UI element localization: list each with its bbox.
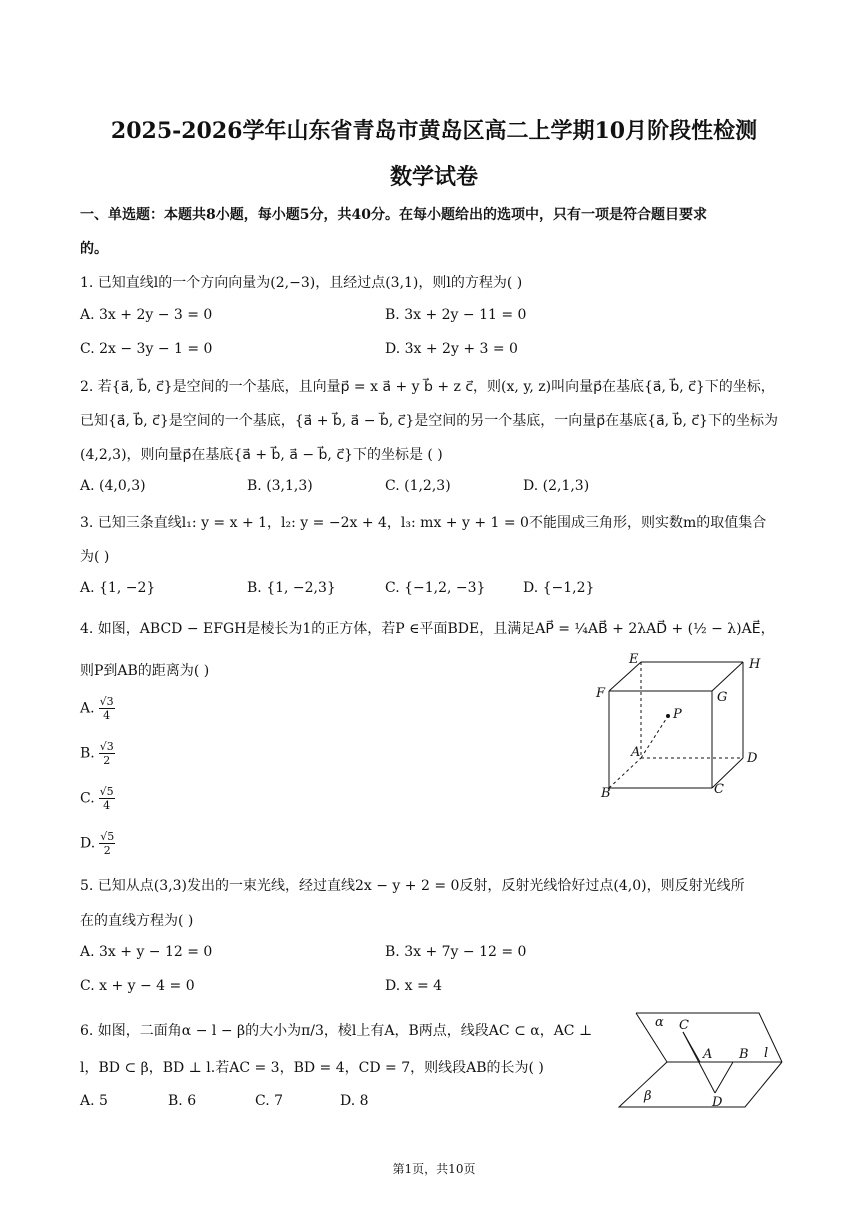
q5-option-a: A. 3x + y − 12 = 0 [80,944,213,960]
q6-option-b: B. 6 [168,1093,197,1109]
exam-title-line1: 2025-2026学年山东省青岛市黄岛区高二上学期10月阶段性检测 [110,118,758,144]
q2-stem-line1: 2. 若{a⃗, b⃗, c⃗}是空间的一个基底，且向量p⃗ = x a⃗ + y b⃗ + z c⃗，则(x, y, z)叫向量p⃗在基底{a⃗, b⃗, c⃗}下的坐标， [80,379,775,395]
cube-label-f: F [596,686,606,701]
q6-stem-line2: l，BD ⊂ β，BD ⊥ l.若AC = 3，BD = 4，CD = 7，则线段AB的长为( ) [80,1060,544,1076]
q6-option-a: A. 5 [80,1093,108,1109]
q1-option-d: D. 3x + 2y + 3 = 0 [385,341,518,357]
cube-label-p: P [673,707,682,722]
q3-stem-line1: 3. 已知三条直线l₁: y = x + 1，l₂: y = −2x + 4，l₃: mx + y + 1 = 0不能围成三角形，则实数m的取值集合 [80,515,767,531]
exam-title-line2: 数学试卷 [389,164,478,190]
q2-option-c: C. (1,2,3) [385,478,451,494]
q5-option-d: D. x = 4 [385,978,443,994]
q1-option-a: A. 3x + 2y − 3 = 0 [80,307,213,323]
section-header-line2: 的。 [80,241,108,257]
cube-label-d: D [747,751,758,766]
q4-option-d: D. $\frac{√5}{2}$ [80,830,115,857]
q3-option-b: B. {1, −2,3} [247,580,336,596]
q1-stem: 1. 已知直线l的一个方向向量为(2,−3)，且经过点(3,1)，则l的方程为( ) [80,275,523,291]
q2-option-b: B. (3,1,3) [247,478,313,494]
cube-label-a: A [631,745,641,760]
cube-label-c: C [714,782,724,797]
q4-stem-line1: 4. 如图，ABCD − EFGH是棱长为1的正方体，若P ∈平面BDE，且满足AP⃗ = ¼AB⃗ + 2λAD⃗ + (½ − λ)AE⃗， [80,621,775,637]
cube-label-b: B [601,786,611,801]
q3-option-a: A. {1, −2} [80,580,156,596]
dihedral-label-alpha: α [655,1015,664,1030]
q2-stem-line3: (4,2,3)，则向量p⃗在基底{a⃗ + b⃗, a⃗ − b⃗, c⃗}下的坐标是 ( ) [80,447,443,463]
q5-stem-line1: 5. 已知从点(3,3)发出的一束光线，经过直线2x − y + 2 = 0反射，反射光线恰好过点(4,0)，则反射光线所 [80,878,745,894]
dihedral-label-d: D [712,1095,723,1110]
dihedral-label-l: l [764,1046,769,1061]
section-header-line1: 一、单选题：本题共8小题，每小题5分，共40分。在每小题给出的选项中，只有一项是符合题目要求 [80,207,707,223]
q4-option-b: B. $\frac{√3}{2}$ [80,740,114,767]
q2-option-a: A. (4,0,3) [80,478,146,494]
dihedral-label-beta: β [644,1089,652,1104]
dihedral-label-b: B [739,1047,749,1062]
cube-label-h: H [749,657,761,672]
q4-stem-line2: 则P到AB的距离为( ) [80,663,210,679]
dihedral-figure [615,1008,790,1113]
q3-option-d: D. {−1,2} [523,580,595,596]
q6-stem-line1: 6. 如图，二面角α − l − β的大小为π/3，棱l上有A，B两点，线段AC ⊂ α，AC ⊥ [80,1023,593,1039]
q2-option-d: D. (2,1,3) [523,478,590,494]
dihedral-label-c: C [679,1018,689,1033]
q1-option-b: B. 3x + 2y − 11 = 0 [385,307,527,323]
q6-option-d: D. 8 [340,1093,369,1109]
q3-option-c: C. {−1,2, −3} [385,580,486,596]
q3-stem-line2: 为( ) [80,549,110,565]
q6-option-c: C. 7 [255,1093,284,1109]
q1-option-c: C. 2x − 3y − 1 = 0 [80,341,213,357]
dihedral-label-a: A [703,1047,713,1062]
q5-stem-line2: 在的直线方程为( ) [80,913,194,929]
page-footer: 第1页，共10页 [392,1162,476,1176]
cube-label-g: G [717,690,728,705]
cube-figure [585,650,775,805]
cube-label-e: E [629,652,639,667]
q4-option-c: C. $\frac{√5}{4}$ [80,785,114,812]
q4-option-a: A. $\frac{√3}{4}$ [80,695,114,722]
q5-option-b: B. 3x + 7y − 12 = 0 [385,944,527,960]
q2-stem-line2: 已知{a⃗, b⃗, c⃗}是空间的一个基底，{a⃗ + b⃗, a⃗ − b⃗, c⃗}是空间的另一个基底，一向量p⃗在基底{a⃗, b⃗, c⃗}下的坐标为 [80,413,778,429]
q5-option-c: C. x + y − 4 = 0 [80,978,195,994]
